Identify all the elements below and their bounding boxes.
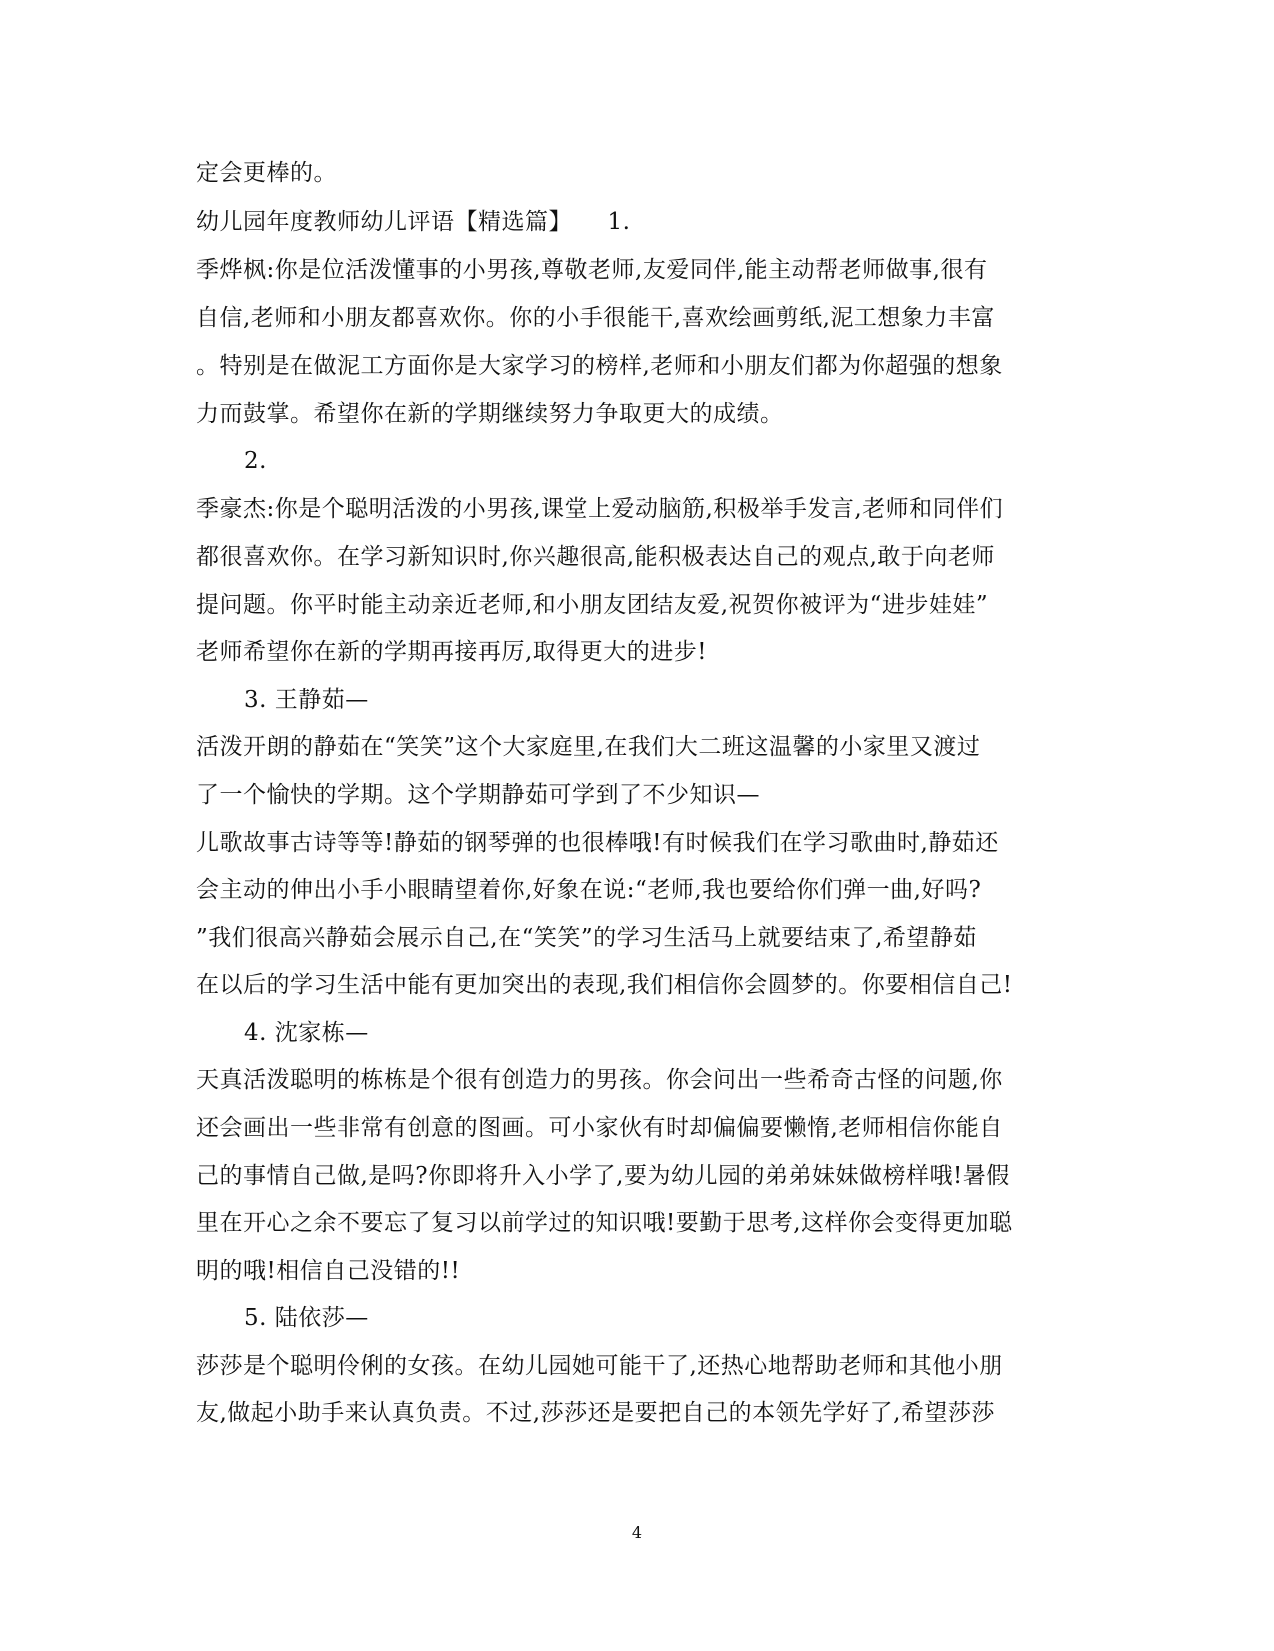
item-number: 2. bbox=[244, 448, 267, 474]
text-line: 都很喜欢你。在学习新知识时,你兴趣很高,能积极表达自己的观点,敢于向老师 bbox=[196, 544, 995, 570]
text-line: 活泼开朗的静茹在“笑笑”这个大家庭里,在我们大二班这温馨的小家里又渡过 bbox=[196, 734, 981, 760]
text-line: ”我们很高兴静茹会展示自己,在“笑笑”的学习生活马上就要结束了,希望静茹 bbox=[196, 925, 977, 951]
text-line: 力而鼓掌。希望你在新的学期继续努力争取更大的成绩。 bbox=[196, 401, 784, 427]
text-line: 友,做起小助手来认真负责。不过,莎莎还是要把自己的本领先学好了,希望莎莎 bbox=[196, 1400, 995, 1426]
text-line: 天真活泼聪明的栋栋是个很有创造力的男孩。你会问出一些希奇古怪的问题,你 bbox=[196, 1067, 1003, 1093]
text-line: 己的事情自己做,是吗?你即将升入小学了,要为幼儿园的弟弟妹妹做榜样哦!暑假 bbox=[196, 1163, 1010, 1189]
text-line: 提问题。你平时能主动亲近老师,和小朋友团结友爱,祝贺你被评为“进步娃娃” bbox=[196, 592, 989, 618]
text-line: 定会更棒的。 bbox=[196, 160, 337, 186]
text-line: 还会画出一些非常有创意的图画。可小家伙有时却偏偏要懒惰,老师相信你能自 bbox=[196, 1115, 1003, 1141]
item-heading: 5. 陆依莎— bbox=[244, 1305, 369, 1331]
text-line: 在以后的学习生活中能有更加突出的表现,我们相信你会圆梦的。你要相信自己! bbox=[196, 972, 1013, 998]
text-line: 老师希望你在新的学期再接再厉,取得更大的进步! bbox=[196, 639, 708, 665]
item-heading: 4. 沈家栋— bbox=[244, 1020, 369, 1046]
text-line: 会主动的伸出小手小眼睛望着你,好象在说:“老师,我也要给你们弹一曲,好吗? bbox=[196, 877, 982, 903]
text-line: 里在开心之余不要忘了复习以前学过的知识哦!要勤于思考,这样你会变得更加聪 bbox=[196, 1210, 1013, 1236]
text-line: 自信,老师和小朋友都喜欢你。你的小手很能干,喜欢绘画剪纸,泥工想象力丰富 bbox=[196, 305, 995, 331]
text-line: 了一个愉快的学期。这个学期静茹可学到了不少知识— bbox=[196, 782, 760, 808]
text-line: 儿歌故事古诗等等!静茹的钢琴弹的也很棒哦!有时候我们在学习歌曲时,静茹还 bbox=[196, 830, 999, 856]
text-line: 明的哦!相信自己没错的!! bbox=[196, 1258, 461, 1284]
text-line: 季豪杰:你是个聪明活泼的小男孩,课堂上爱动脑筋,积极举手发言,老师和同伴们 bbox=[196, 496, 1004, 522]
text-line: 莎莎是个聪明伶俐的女孩。在幼儿园她可能干了,还热心地帮助老师和其他小朋 bbox=[196, 1353, 1003, 1379]
item-heading: 3. 王静茹— bbox=[244, 687, 369, 713]
text-line: 。特别是在做泥工方面你是大家学习的榜样,老师和小朋友们都为你超强的想象 bbox=[196, 353, 1003, 379]
section-heading: 幼儿园年度教师幼儿评语【精选篇】 1. bbox=[196, 209, 631, 235]
page-number: 4 bbox=[631, 1523, 643, 1542]
text-line: 季烨枫:你是位活泼懂事的小男孩,尊敬老师,友爱同伴,能主动帮老师做事,很有 bbox=[196, 257, 988, 283]
